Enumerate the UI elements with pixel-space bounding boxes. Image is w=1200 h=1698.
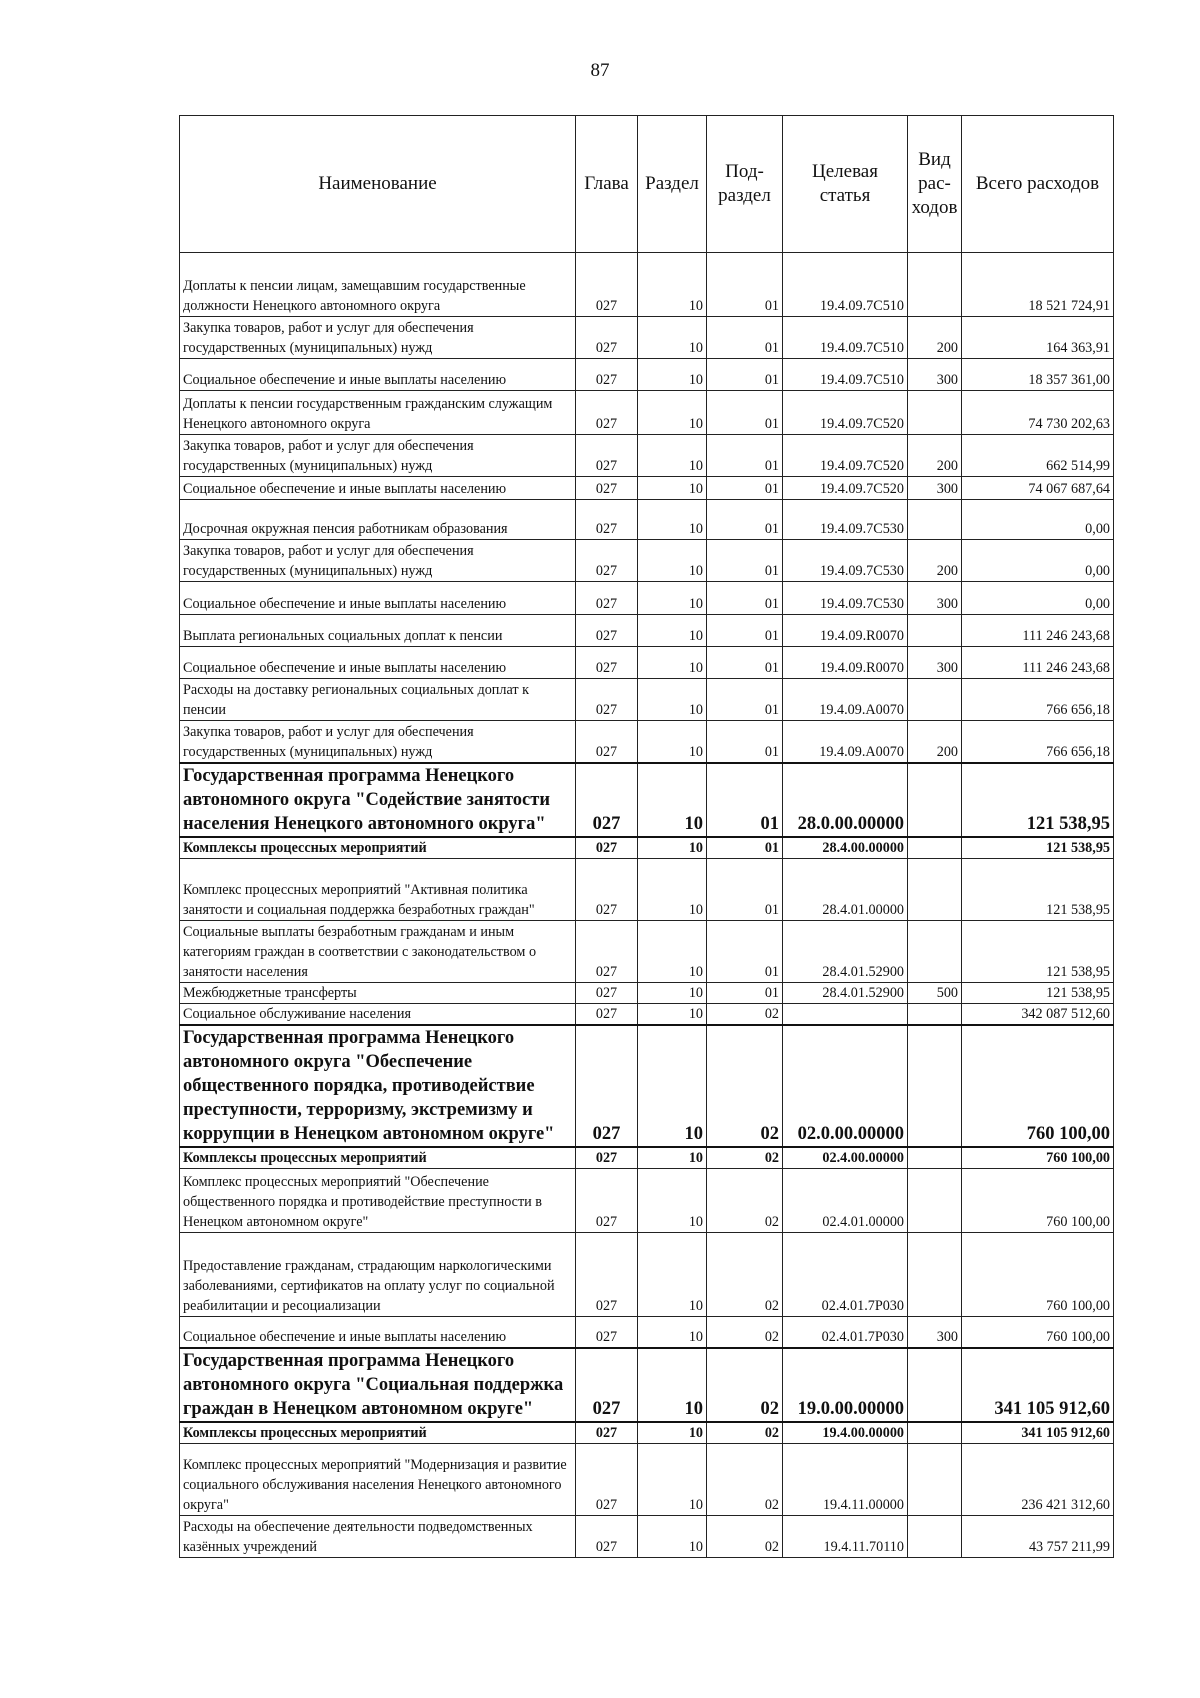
cell-glava: 027	[576, 920, 638, 982]
cell-razdel: 10	[638, 982, 707, 1003]
cell-total: 236 421 312,60	[962, 1444, 1114, 1516]
cell-target: 02.4.00.00000	[783, 1147, 908, 1169]
cell-podrazdel: 02	[707, 1232, 783, 1316]
cell-total: 0,00	[962, 540, 1114, 582]
cell-vid	[908, 1232, 962, 1316]
cell-target: 28.4.00.00000	[783, 837, 908, 859]
table-header-row	[180, 116, 1114, 253]
cell-vid	[908, 763, 962, 837]
cell-target: 02.4.01.7Р030	[783, 1316, 908, 1348]
cell-name: Комплексы процессных мероприятий	[180, 1147, 576, 1169]
header-name: Наименование	[180, 116, 576, 253]
cell-target: 19.4.09.7С530	[783, 582, 908, 615]
cell-vid: 300	[908, 477, 962, 500]
cell-name: Комплекс процессных мероприятий "Активная политика занятости и социальная поддержка безработных граждан"	[180, 858, 576, 920]
cell-name: Межбюджетные трансферты	[180, 982, 576, 1003]
cell-podrazdel: 01	[707, 858, 783, 920]
cell-total: 121 538,95	[962, 763, 1114, 837]
cell-podrazdel: 02	[707, 1168, 783, 1232]
cell-name: Предоставление гражданам, страдающим наркологическими заболеваниями, сертификатов на оплату услуг по социальной реабилитации и ресоциализации	[180, 1232, 576, 1316]
cell-vid	[908, 679, 962, 721]
cell-name: Комплексы процессных мероприятий	[180, 1422, 576, 1444]
cell-glava: 027	[576, 435, 638, 477]
cell-razdel: 10	[638, 1444, 707, 1516]
cell-target: 19.4.09.7С520	[783, 477, 908, 500]
header-glava: Глава	[576, 116, 638, 253]
table-row	[180, 253, 1114, 317]
cell-glava: 027	[576, 679, 638, 721]
cell-glava: 027	[576, 647, 638, 679]
cell-razdel: 10	[638, 1348, 707, 1422]
cell-name: Социальное обеспечение и иные выплаты населению	[180, 647, 576, 679]
cell-glava: 027	[576, 582, 638, 615]
cell-razdel: 10	[638, 435, 707, 477]
header-total: Всего расходов	[962, 116, 1114, 253]
cell-vid: 300	[908, 1316, 962, 1348]
cell-target: 19.4.09.7С520	[783, 435, 908, 477]
cell-vid	[908, 1516, 962, 1558]
cell-vid	[908, 1348, 962, 1422]
table-body	[180, 253, 1114, 1558]
cell-vid	[908, 1168, 962, 1232]
table-row	[180, 837, 1114, 859]
cell-vid: 200	[908, 540, 962, 582]
cell-vid: 500	[908, 982, 962, 1003]
cell-podrazdel: 01	[707, 920, 783, 982]
cell-target: 19.0.00.00000	[783, 1348, 908, 1422]
cell-podrazdel: 01	[707, 837, 783, 859]
cell-total: 121 538,95	[962, 982, 1114, 1003]
table-row	[180, 721, 1114, 763]
cell-glava: 027	[576, 477, 638, 500]
table-row	[180, 391, 1114, 435]
cell-name: Досрочная окружная пенсия работникам образования	[180, 500, 576, 540]
cell-glava: 027	[576, 1147, 638, 1169]
cell-name: Закупка товаров, работ и услуг для обеспечения государственных (муниципальных) нужд	[180, 540, 576, 582]
cell-razdel: 10	[638, 763, 707, 837]
table-row	[180, 582, 1114, 615]
cell-name: Закупка товаров, работ и услуг для обеспечения государственных (муниципальных) нужд	[180, 317, 576, 359]
cell-vid	[908, 837, 962, 859]
cell-podrazdel: 01	[707, 500, 783, 540]
cell-total: 341 105 912,60	[962, 1422, 1114, 1444]
table-row	[180, 615, 1114, 647]
cell-podrazdel: 01	[707, 679, 783, 721]
cell-total: 760 100,00	[962, 1147, 1114, 1169]
cell-target: 19.4.09.7С510	[783, 253, 908, 317]
cell-vid	[908, 1025, 962, 1147]
cell-glava: 027	[576, 1003, 638, 1025]
cell-target: 19.4.09.7С530	[783, 500, 908, 540]
table-row	[180, 435, 1114, 477]
cell-total: 766 656,18	[962, 721, 1114, 763]
cell-glava: 027	[576, 500, 638, 540]
cell-total: 121 538,95	[962, 920, 1114, 982]
cell-glava: 027	[576, 763, 638, 837]
cell-vid: 300	[908, 647, 962, 679]
cell-target: 28.0.00.00000	[783, 763, 908, 837]
header-razdel: Раздел	[638, 116, 707, 253]
cell-name: Комплекс процессных мероприятий "Обеспечение общественного порядка и противодействие преступности в Ненецком автономном округе"	[180, 1168, 576, 1232]
cell-glava: 027	[576, 721, 638, 763]
cell-name: Закупка товаров, работ и услуг для обеспечения государственных (муниципальных) нужд	[180, 721, 576, 763]
cell-total: 111 246 243,68	[962, 615, 1114, 647]
cell-target: 02.0.00.00000	[783, 1025, 908, 1147]
cell-name: Комплекс процессных мероприятий "Модернизация и развитие социального обслуживания населения Ненецкого автономного округа"	[180, 1444, 576, 1516]
table-row	[180, 1232, 1114, 1316]
cell-razdel: 10	[638, 391, 707, 435]
cell-podrazdel: 02	[707, 1444, 783, 1516]
cell-name: Социальное обеспечение и иные выплаты населению	[180, 1316, 576, 1348]
cell-vid	[908, 1422, 962, 1444]
cell-razdel: 10	[638, 920, 707, 982]
cell-vid: 200	[908, 317, 962, 359]
table-row	[180, 1422, 1114, 1444]
cell-vid	[908, 500, 962, 540]
table-row	[180, 1147, 1114, 1169]
table-row	[180, 982, 1114, 1003]
table-row	[180, 1516, 1114, 1558]
table-row	[180, 647, 1114, 679]
cell-glava: 027	[576, 1025, 638, 1147]
cell-total: 341 105 912,60	[962, 1348, 1114, 1422]
cell-razdel: 10	[638, 615, 707, 647]
cell-razdel: 10	[638, 359, 707, 391]
cell-target: 19.4.09.7С530	[783, 540, 908, 582]
cell-total: 18 521 724,91	[962, 253, 1114, 317]
cell-vid	[908, 1147, 962, 1169]
cell-glava: 027	[576, 1516, 638, 1558]
cell-total: 760 100,00	[962, 1025, 1114, 1147]
cell-total: 760 100,00	[962, 1168, 1114, 1232]
cell-total: 662 514,99	[962, 435, 1114, 477]
cell-target: 28.4.01.52900	[783, 982, 908, 1003]
cell-razdel: 10	[638, 858, 707, 920]
cell-target: 19.4.09.R0070	[783, 647, 908, 679]
cell-target: 19.4.09.7С520	[783, 391, 908, 435]
cell-glava: 027	[576, 837, 638, 859]
cell-podrazdel: 01	[707, 391, 783, 435]
cell-glava: 027	[576, 1232, 638, 1316]
cell-razdel: 10	[638, 837, 707, 859]
cell-podrazdel: 02	[707, 1422, 783, 1444]
cell-glava: 027	[576, 1348, 638, 1422]
cell-name: Доплаты к пенсии лицам, замещавшим государственные должности Ненецкого автономного округа	[180, 253, 576, 317]
cell-target	[783, 1003, 908, 1025]
cell-total: 760 100,00	[962, 1316, 1114, 1348]
cell-name: Государственная программа Ненецкого автономного округа "Обеспечение общественного порядка, противодействие преступности, терроризму, экстремизму и коррупции в Ненецком автономном округе"	[180, 1025, 576, 1147]
cell-vid	[908, 253, 962, 317]
table-row	[180, 477, 1114, 500]
cell-podrazdel: 02	[707, 1316, 783, 1348]
table-row	[180, 1168, 1114, 1232]
header-target: Целевая статья	[783, 116, 908, 253]
cell-target: 19.4.09.А0070	[783, 721, 908, 763]
cell-podrazdel: 01	[707, 982, 783, 1003]
cell-glava: 027	[576, 1444, 638, 1516]
cell-podrazdel: 02	[707, 1025, 783, 1147]
cell-glava: 027	[576, 317, 638, 359]
cell-razdel: 10	[638, 540, 707, 582]
cell-razdel: 10	[638, 317, 707, 359]
cell-name: Социальное обеспечение и иные выплаты населению	[180, 477, 576, 500]
header-vid: Вид рас- ходов	[908, 116, 962, 253]
cell-name: Расходы на доставку региональных социальных доплат к пенсии	[180, 679, 576, 721]
cell-podrazdel: 01	[707, 763, 783, 837]
cell-vid: 200	[908, 721, 962, 763]
cell-total: 74 067 687,64	[962, 477, 1114, 500]
cell-total: 0,00	[962, 582, 1114, 615]
cell-vid: 300	[908, 582, 962, 615]
cell-podrazdel: 01	[707, 435, 783, 477]
cell-razdel: 10	[638, 500, 707, 540]
cell-target: 19.4.00.00000	[783, 1422, 908, 1444]
cell-razdel: 10	[638, 1316, 707, 1348]
header-podrazdel: Под- раздел	[707, 116, 783, 253]
cell-total: 43 757 211,99	[962, 1516, 1114, 1558]
cell-target: 19.4.09.7С510	[783, 317, 908, 359]
cell-name: Социальные выплаты безработным гражданам и иным категориям граждан в соответствии с законодательством о занятости населения	[180, 920, 576, 982]
cell-podrazdel: 02	[707, 1003, 783, 1025]
cell-glava: 027	[576, 1422, 638, 1444]
cell-vid	[908, 1003, 962, 1025]
table-row	[180, 920, 1114, 982]
cell-target: 28.4.01.52900	[783, 920, 908, 982]
cell-name: Государственная программа Ненецкого автономного округа "Содействие занятости населения Ненецкого автономного округа"	[180, 763, 576, 837]
budget-table	[179, 115, 1114, 1558]
cell-name: Государственная программа Ненецкого автономного округа "Социальная поддержка граждан в Ненецком автономном округе"	[180, 1348, 576, 1422]
cell-name: Социальное обслуживание населения	[180, 1003, 576, 1025]
cell-total: 121 538,95	[962, 837, 1114, 859]
cell-podrazdel: 02	[707, 1348, 783, 1422]
cell-razdel: 10	[638, 721, 707, 763]
cell-glava: 027	[576, 615, 638, 647]
cell-name: Закупка товаров, работ и услуг для обеспечения государственных (муниципальных) нужд	[180, 435, 576, 477]
cell-total: 18 357 361,00	[962, 359, 1114, 391]
table-row	[180, 540, 1114, 582]
cell-razdel: 10	[638, 647, 707, 679]
cell-podrazdel: 02	[707, 1147, 783, 1169]
cell-name: Социальное обеспечение и иные выплаты населению	[180, 582, 576, 615]
cell-target: 19.4.11.70110	[783, 1516, 908, 1558]
cell-glava: 027	[576, 982, 638, 1003]
cell-glava: 027	[576, 540, 638, 582]
cell-name: Расходы на обеспечение деятельности подведомственных казённых учреждений	[180, 1516, 576, 1558]
cell-podrazdel: 01	[707, 359, 783, 391]
cell-razdel: 10	[638, 582, 707, 615]
table-row	[180, 359, 1114, 391]
cell-podrazdel: 02	[707, 1516, 783, 1558]
cell-total: 121 538,95	[962, 858, 1114, 920]
cell-total: 74 730 202,63	[962, 391, 1114, 435]
cell-glava: 027	[576, 1168, 638, 1232]
cell-target: 02.4.01.00000	[783, 1168, 908, 1232]
cell-vid: 200	[908, 435, 962, 477]
cell-razdel: 10	[638, 253, 707, 317]
table-row	[180, 317, 1114, 359]
cell-total: 0,00	[962, 500, 1114, 540]
cell-razdel: 10	[638, 679, 707, 721]
cell-target: 19.4.09.R0070	[783, 615, 908, 647]
cell-podrazdel: 01	[707, 721, 783, 763]
cell-razdel: 10	[638, 1232, 707, 1316]
cell-podrazdel: 01	[707, 647, 783, 679]
cell-podrazdel: 01	[707, 477, 783, 500]
cell-razdel: 10	[638, 1003, 707, 1025]
table-row	[180, 1025, 1114, 1147]
cell-razdel: 10	[638, 1025, 707, 1147]
cell-target: 19.4.11.00000	[783, 1444, 908, 1516]
table-row	[180, 763, 1114, 837]
cell-total: 111 246 243,68	[962, 647, 1114, 679]
table-row	[180, 858, 1114, 920]
cell-podrazdel: 01	[707, 540, 783, 582]
table-row	[180, 1003, 1114, 1025]
cell-podrazdel: 01	[707, 317, 783, 359]
cell-glava: 027	[576, 253, 638, 317]
cell-glava: 027	[576, 359, 638, 391]
table-row	[180, 500, 1114, 540]
cell-total: 342 087 512,60	[962, 1003, 1114, 1025]
cell-target: 19.4.09.7С510	[783, 359, 908, 391]
cell-vid	[908, 615, 962, 647]
cell-target: 19.4.09.А0070	[783, 679, 908, 721]
cell-vid	[908, 391, 962, 435]
cell-podrazdel: 01	[707, 615, 783, 647]
cell-vid: 300	[908, 359, 962, 391]
table-row	[180, 1444, 1114, 1516]
cell-glava: 027	[576, 391, 638, 435]
table-row	[180, 1348, 1114, 1422]
cell-glava: 027	[576, 1316, 638, 1348]
cell-vid	[908, 1444, 962, 1516]
cell-vid	[908, 920, 962, 982]
page-number: 87	[590, 60, 610, 81]
table-row	[180, 679, 1114, 721]
cell-target: 02.4.01.7Р030	[783, 1232, 908, 1316]
cell-vid	[908, 858, 962, 920]
table-row	[180, 1316, 1114, 1348]
cell-razdel: 10	[638, 1147, 707, 1169]
cell-target: 28.4.01.00000	[783, 858, 908, 920]
cell-name: Социальное обеспечение и иные выплаты населению	[180, 359, 576, 391]
cell-total: 164 363,91	[962, 317, 1114, 359]
cell-razdel: 10	[638, 1168, 707, 1232]
cell-total: 760 100,00	[962, 1232, 1114, 1316]
cell-razdel: 10	[638, 477, 707, 500]
cell-name: Комплексы процессных мероприятий	[180, 837, 576, 859]
cell-name: Доплаты к пенсии государственным гражданским служащим Ненецкого автономного округа	[180, 391, 576, 435]
cell-name: Выплата региональных социальных доплат к пенсии	[180, 615, 576, 647]
cell-total: 766 656,18	[962, 679, 1114, 721]
cell-glava: 027	[576, 858, 638, 920]
cell-podrazdel: 01	[707, 582, 783, 615]
cell-razdel: 10	[638, 1516, 707, 1558]
cell-podrazdel: 01	[707, 253, 783, 317]
cell-razdel: 10	[638, 1422, 707, 1444]
